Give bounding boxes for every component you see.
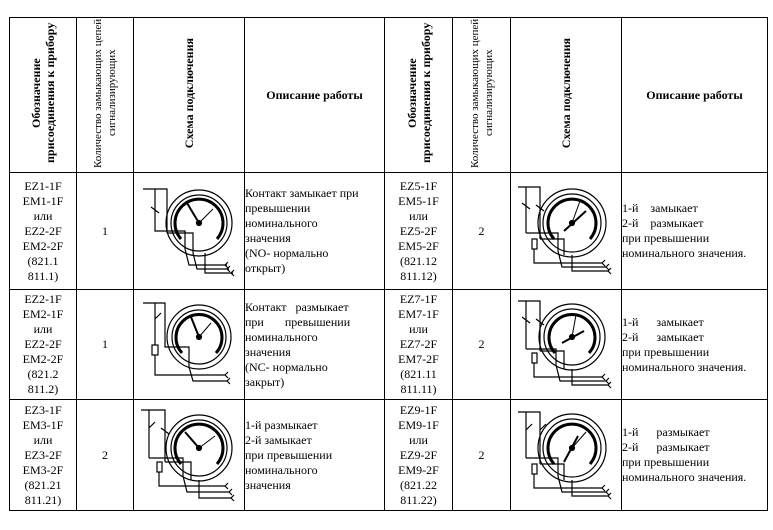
gauge-wiring-diagram-icon: [514, 181, 618, 281]
table-row: [10, 290, 768, 400]
contact-count-cell: 2: [453, 290, 511, 400]
contact-count-cell: 1: [77, 290, 134, 400]
contact-specification-table: [9, 17, 768, 511]
wiring-diagram-cell: [511, 290, 622, 400]
table-row: [10, 173, 768, 290]
description-cell: 1-й размыкает 2-й размыкает при превышении номинального значения.: [622, 400, 768, 511]
header-row: [10, 18, 768, 173]
wiring-diagram-cell: [134, 173, 245, 290]
contact-count-cell: 1: [77, 173, 134, 290]
description-cell: Контакт размыкает при превышении номинального значения (NC- нормально закрыт): [245, 290, 385, 400]
designation-cell: EZ7-1F EM7-1F или EZ7-2F EM7-2F (821.11 811.11): [385, 290, 453, 400]
gauge-wiring-diagram-icon: [137, 181, 241, 281]
description-cell: 1-й замыкает 2-й замыкает при превышении номинального значения.: [622, 290, 768, 400]
contact-count-cell: 2: [453, 173, 511, 290]
designation-cell: EZ2-1F EM2-1F или EZ2-2F EM2-2F (821.2 811.2): [10, 290, 77, 400]
designation-cell: EZ3-1F EM3-1F или EZ3-2F EM3-2F (821.21 811.21): [10, 400, 77, 511]
header-description-right: Описание работы: [622, 18, 768, 173]
header-scheme-right: Схема подключения: [511, 18, 622, 173]
header-scheme-left: Схема подключения: [134, 18, 245, 173]
header-description-left: Описание работы: [245, 18, 385, 173]
header-count-right: Количество замыкающих цепей сигнализирующих: [453, 18, 511, 173]
table-row: [10, 400, 768, 511]
gauge-wiring-diagram-icon: [137, 297, 241, 393]
description-cell: 1-й размыкает 2-й замыкает при превышении номинального значения: [245, 400, 385, 511]
wiring-diagram-cell: [511, 400, 622, 511]
header-designation-right: Обозначение присоединения к прибору: [385, 18, 453, 173]
description-cell: 1-й замыкает 2-й размыкает при превышении номинального значения.: [622, 173, 768, 290]
gauge-wiring-diagram-icon: [514, 406, 618, 504]
contact-count-cell: 2: [453, 400, 511, 511]
wiring-diagram-cell: [134, 290, 245, 400]
description-cell: Контакт замыкает при превышении номинального значения (NO- нормально открыт): [245, 173, 385, 290]
contact-count-cell: 2: [77, 400, 134, 511]
designation-cell: EZ5-1F EM5-1F или EZ5-2F EM5-2F (821.12 811.12): [385, 173, 453, 290]
designation-cell: EZ1-1F EM1-1F или EZ2-2F EM2-2F (821.1 811.1): [10, 173, 77, 290]
header-count-left: Количество замыкающих цепей сигнализирующих: [77, 18, 134, 173]
gauge-wiring-diagram-icon: [514, 297, 618, 393]
gauge-wiring-diagram-icon: [137, 406, 241, 504]
wiring-diagram-cell: [511, 173, 622, 290]
designation-cell: EZ9-1F EM9-1F или EZ9-2F EM9-2F (821.22 811.22): [385, 400, 453, 511]
header-designation-left: Обозначение присоединения к прибору: [10, 18, 77, 173]
wiring-diagram-cell: [134, 400, 245, 511]
